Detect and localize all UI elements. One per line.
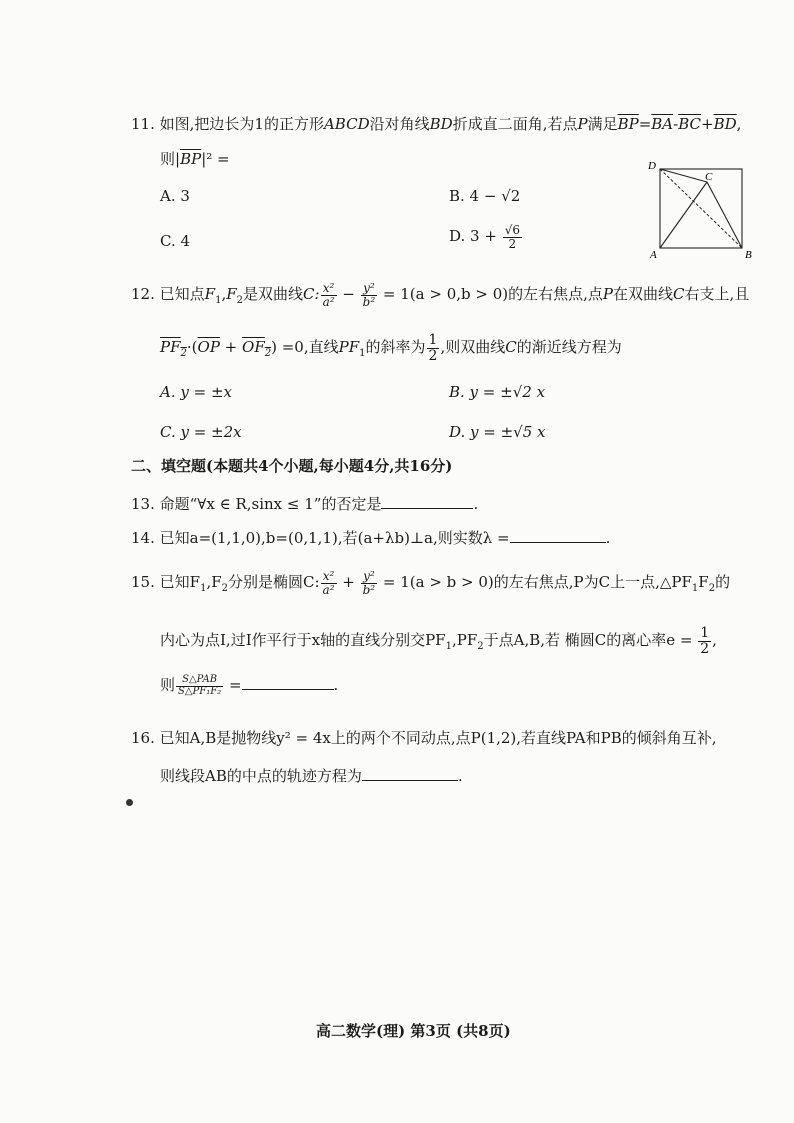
q12-half-num: 1	[428, 332, 438, 348]
q15-s3: 1	[691, 583, 699, 595]
q12-c: C	[673, 285, 685, 304]
q15-line1-c: 分别是椭圆C:	[228, 573, 320, 592]
q11-option-c: C. 4	[160, 232, 191, 250]
figure-label-d: D	[648, 160, 656, 172]
vec-pf2	[160, 338, 187, 360]
q12-x2: x²	[321, 282, 337, 296]
q12-text-c: 的左右焦点,点	[508, 285, 603, 304]
q12-pf2-sub: 2	[180, 348, 187, 360]
page-footer: 高二数学(理) 第3页 (共8页)	[316, 1022, 511, 1040]
vec-bp-abs: $\overline{BP}$	[180, 150, 202, 168]
vec-op: $\overline{OP}$	[197, 338, 220, 357]
q13-number: 13.	[131, 495, 155, 513]
q15-frac-y	[361, 570, 378, 596]
q11-option-a: A. 3	[160, 187, 190, 205]
q12-text-e: 右支上,且	[684, 285, 750, 304]
q12-option-d: D. y = ±√5 x	[449, 423, 546, 441]
q12-line2-f: C	[505, 338, 517, 357]
q12-a2: a²	[322, 294, 335, 309]
q11-line2-a: 则|	[160, 150, 181, 168]
q15-s6: 2	[477, 641, 484, 653]
section2-title: 二、填空题(本题共4个小题,每小题4分,共16分)	[131, 457, 453, 475]
q12-comma: ,	[221, 285, 227, 304]
q11-option-b: B. 4 − √2	[449, 187, 521, 205]
figure-label-c: C	[705, 171, 713, 183]
q12-curve: C:	[303, 285, 320, 304]
q11-option-d-frac	[503, 224, 522, 250]
q16-line2-text: 则线段AB的中点的轨迹方程为	[160, 767, 362, 785]
q11-comma: ,	[736, 115, 742, 133]
q11-square: ABCD	[323, 115, 370, 133]
q11-option-d	[449, 224, 523, 250]
q14-number: 14.	[131, 529, 155, 547]
q12-s1: 1	[215, 295, 222, 307]
scan-mark	[126, 799, 133, 806]
q13-end: .	[473, 495, 479, 513]
q15-line1-e: F	[698, 573, 709, 592]
q15-a2: a²	[322, 582, 335, 597]
q15-line1	[131, 570, 730, 596]
q12-dot: ·(	[186, 338, 198, 357]
q15-b2: b²	[362, 582, 376, 597]
q11-optd-num: √6	[504, 223, 520, 237]
q15-line3	[160, 675, 338, 697]
figure-label-b: B	[745, 249, 752, 261]
figure-dc	[660, 169, 707, 182]
q15-line2	[160, 626, 717, 656]
q11-plus: +	[701, 115, 714, 133]
q12-pf2: PF	[160, 338, 181, 357]
q11-line2	[160, 150, 230, 168]
q15-ratio	[176, 675, 223, 697]
q12-f2: F	[226, 285, 237, 304]
q12-f1: F	[204, 285, 216, 304]
q15-s2: 2	[221, 583, 228, 595]
q12-line2-e: ,则双曲线	[440, 338, 506, 357]
q14-blank[interactable]	[510, 528, 606, 543]
q15-e-num: 1	[700, 625, 710, 641]
q15-end: .	[333, 676, 339, 694]
q15-ratio-den: S△PF₁F₂	[178, 685, 222, 697]
q15-s5: 1	[445, 641, 452, 653]
q12-of2-sub: 2	[264, 348, 272, 360]
q11-number: 11.	[131, 115, 155, 133]
q15-number: 15.	[131, 573, 155, 592]
q15-plus: +	[337, 573, 360, 592]
q12-s2: 2	[236, 295, 244, 307]
vec-bp: $\overline{BP}$	[617, 115, 639, 133]
q15-line2-b: ,PF	[451, 631, 478, 650]
q15-line3-b: =	[224, 676, 242, 694]
vec-bc: $\overline{BC}$	[678, 115, 701, 133]
vec-bd: $\overline{BD}$	[713, 115, 737, 133]
q11-diag: BD	[429, 115, 453, 133]
vec-of2	[242, 338, 272, 360]
q15-y2: y²	[361, 570, 378, 584]
q15-line1-d: = 1(a > b > 0)的左右焦点,P为C上一点,△PF	[378, 573, 692, 592]
q16-number: 16.	[131, 729, 155, 747]
q16-line1	[131, 729, 716, 747]
q12-text-b: 是双曲线	[243, 285, 304, 304]
q16-line2	[160, 766, 463, 785]
q12-option-b: B. y = ±√2 x	[449, 383, 546, 401]
figure-label-a: A	[650, 249, 657, 261]
q14-text: 已知a=(1,1,0),b=(0,1,1),若(a+λb)⊥a,则实数λ =	[159, 529, 510, 547]
q15-line1-a: 已知F	[159, 573, 201, 592]
q12-line2-c: ) =0,直线	[271, 338, 339, 357]
q13-text: 命题“∀x ∈ R,sinx ≤ 1”的否定是	[159, 495, 382, 513]
q15-line1-f: 的	[715, 573, 731, 592]
q12-pf1: PF	[338, 338, 360, 357]
figure-cb	[707, 182, 742, 248]
q12-cond: = 1(a > 0,b > 0)	[378, 285, 509, 304]
q12-option-c: C. y = ±2x	[160, 423, 242, 441]
q13-blank[interactable]	[381, 494, 473, 509]
q14-line	[131, 528, 610, 547]
q12-frac-y	[361, 282, 378, 308]
q15-line2-a: 内心为点I,过I作平行于x轴的直线分别交PF	[160, 631, 446, 650]
q12-line2-g: 的渐近线方程为	[516, 338, 622, 357]
q11-figure	[645, 155, 755, 263]
q11-text-b: 沿对角线	[369, 115, 430, 133]
q15-line2-d: ,	[712, 631, 717, 650]
q12-pf1-sub: 1	[359, 348, 366, 360]
q11-line1	[131, 115, 741, 133]
q15-x2: x²	[321, 570, 337, 584]
q15-blank[interactable]	[242, 675, 334, 690]
q12-minus: −	[337, 285, 360, 304]
q12-text-d: 在双曲线	[613, 285, 674, 304]
q12-plus: +	[219, 338, 243, 357]
q12-line2	[160, 333, 622, 363]
q12-frac-half	[427, 333, 440, 363]
q11-line2-b: |² =	[201, 150, 230, 168]
q16-line1-text: 已知A,B是抛物线y² = 4x上的两个不同动点,点P(1,2),若直线PA和PB的倾斜角互补,	[159, 729, 717, 747]
q11-text-d: 满足	[587, 115, 618, 133]
vec-ba: $\overline{BA}$	[651, 115, 674, 133]
q13-line	[131, 494, 478, 513]
q12-half-den: 2	[428, 347, 438, 364]
q15-s4: 2	[708, 583, 716, 595]
q15-line3-a: 则	[160, 676, 176, 694]
q14-end: .	[605, 529, 611, 547]
q15-frac-x	[321, 570, 337, 596]
q11-point: P	[577, 115, 588, 133]
q12-line2-d: 的斜率为	[365, 338, 426, 357]
q11-text-c: 折成直二面角,若点	[452, 115, 578, 133]
q15-s1: 1	[200, 583, 207, 595]
q15-e-den: 2	[700, 640, 710, 657]
q15-line2-c: 于点A,B,若 椭圆C的离心率e =	[483, 631, 698, 650]
q12-number: 12.	[131, 285, 155, 304]
q12-line1	[131, 282, 749, 308]
q12-y2: y²	[361, 282, 378, 296]
q12-b2: b²	[362, 294, 376, 309]
q12-frac-x	[321, 282, 337, 308]
q11-eq: =	[638, 115, 652, 133]
q11-minus: -	[673, 115, 679, 133]
q11-option-d-label: D. 3 +	[449, 227, 502, 246]
q12-p: P	[602, 285, 613, 304]
q15-frac-e	[698, 626, 711, 656]
q15-line1-b: ,F	[206, 573, 222, 592]
q12-text-a: 已知点	[159, 285, 205, 304]
q11-text-a: 如图,把边长为1的正方形	[159, 115, 324, 133]
q12-of2: OF	[242, 338, 265, 357]
q16-end: .	[457, 767, 463, 785]
q11-optd-den: 2	[508, 236, 517, 251]
q15-ratio-num: S△PAB	[176, 675, 223, 687]
q12-option-a: A. y = ±x	[160, 383, 232, 401]
q16-blank[interactable]	[362, 766, 458, 781]
